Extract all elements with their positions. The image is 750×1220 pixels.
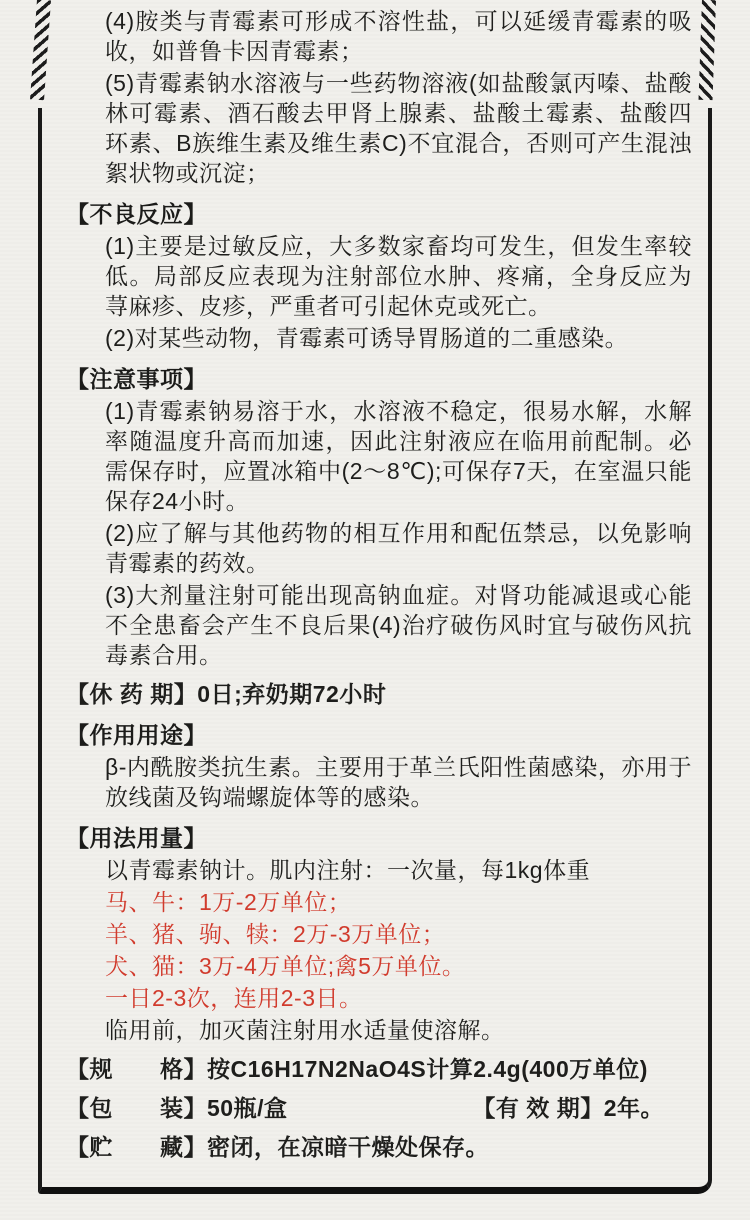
withdrawal-period-line: 【休 药 期】0日;弃奶期72小时 <box>66 681 387 707</box>
left-hatch-border <box>30 0 51 100</box>
adverse-reaction-item-1: (1)主要是过敏反应，大多数家畜均可发生，但发生率较低。局部反应表现为注射部位水肿、疼痛，全身反应为荨麻疹、皮疹，严重者可引起休克或死亡。 <box>105 233 692 319</box>
package-line: 【包 装】50瓶/盒 <box>66 1095 288 1121</box>
section-heading-precautions: 【注意事项】 <box>66 366 207 392</box>
precaution-item-2: (2)应了解与其他药物的相互作用和配伍禁忌，以免影响青霉素的药效。 <box>105 520 692 576</box>
section-heading-indications: 【作用用途】 <box>66 722 207 748</box>
dosage-frequency: 一日2-3次，连用2-3日。 <box>105 985 363 1011</box>
compatibility-item-4: (4)胺类与青霉素可形成不溶性盐，可以延缓青霉素的吸收，如普鲁卡因青霉素； <box>105 8 692 64</box>
section-heading-adverse-reactions: 【不良反应】 <box>66 201 207 227</box>
section-heading-dosage: 【用法用量】 <box>66 825 207 851</box>
dissolution-note: 临用前，加灭菌注射用水适量使溶解。 <box>105 1017 505 1043</box>
dosage-horse-cattle: 马、牛：1万-2万单位； <box>105 889 352 915</box>
precaution-item-1: (1)青霉素钠易溶于水，水溶液不稳定，很易水解，水解率随温度升高而加速，因此注射液应在临用前配制。必需保存时，应置冰箱中(2～8℃);可保存7天，在室温只能保存24小时。 <box>105 398 692 514</box>
storage-line: 【贮 藏】密闭，在凉暗干燥处保存。 <box>66 1134 489 1160</box>
shelf-life-line: 【有 效 期】2年。 <box>472 1095 664 1121</box>
package-shelf-life-row <box>66 1093 692 1123</box>
specification-line: 【规 格】按C16H17N2NaO4S计算2.4g(400万单位) <box>66 1056 648 1082</box>
compatibility-item-5: (5)青霉素钠水溶液与一些药物溶液(如盐酸氯丙嗪、盐酸林可霉素、酒石酸去甲肾上腺素、盐酸土霉素、盐酸四环素、B族维生素及维生素C)不宜混合，否则可产生混浊絮状物或沉淀； <box>105 70 692 186</box>
dosage-dog-cat-poultry: 犬、猫：3万-4万单位;禽5万单位。 <box>105 953 466 979</box>
right-hatch-border <box>699 0 716 100</box>
drug-instruction-text <box>66 4 692 1162</box>
precaution-item-3: (3)大剂量注射可能出现高钠血症。对肾功能减退或心能不全患畜会产生不良后果(4)治疗破伤风时宜与破伤风抗毒素合用。 <box>105 582 692 668</box>
indications-text: β-内酰胺类抗生素。主要用于革兰氏阳性菌感染，亦用于放线菌及钩端螺旋体等的感染。 <box>105 754 692 810</box>
dosage-intro: 以青霉素钠计。肌内注射：一次量，每1kg体重 <box>105 857 591 883</box>
dosage-sheep-pig-foal-calf: 羊、猪、驹、犊：2万-3万单位； <box>105 921 446 947</box>
adverse-reaction-item-2: (2)对某些动物，青霉素可诱导胃肠道的二重感染。 <box>105 325 629 351</box>
